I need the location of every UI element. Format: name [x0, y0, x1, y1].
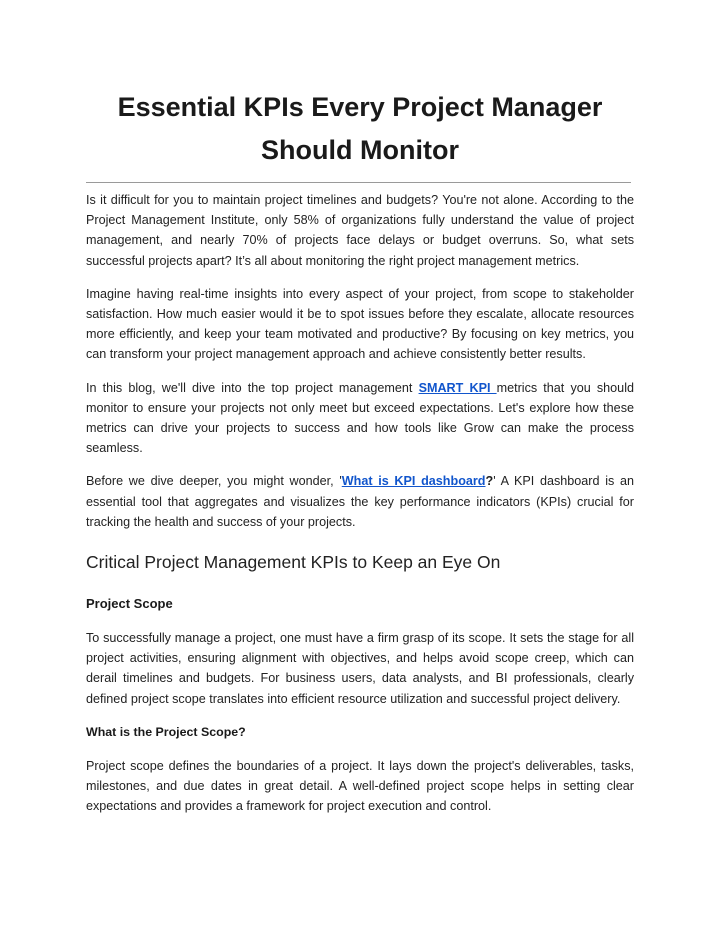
blog-overview-text-end: metrics that you should monitor to ensure your projects not only meet but exceed expectations. Let's explore how these metrics can drive your projects to success and how tools like Grow can make the process seamless.	[86, 380, 634, 456]
what-is-scope-heading: What is the Project Scope?	[86, 724, 246, 739]
scope-definition-paragraph: Project scope defines the boundaries of a project. It lays down the project's deliverables, tasks, milestones, and due dates in great detail. A well-defined project scope helps in setting clear expectations and provides a framework for project execution and control.	[86, 758, 634, 814]
project-scope-heading: Project Scope	[86, 596, 173, 612]
blog-overview-paragraph	[86, 378, 634, 459]
article-body	[86, 190, 634, 829]
question-mark: ?	[485, 474, 494, 489]
blog-overview-text-start: In this blog, we'll dive into the top project management	[86, 380, 419, 395]
title-line-1: Essential KPIs Every Project Manager	[117, 92, 603, 122]
kpi-dashboard-text-end: ' A KPI dashboard is an essential tool that aggregates and visualizes the key performance indicators (KPIs) crucial for tracking the health and success of your projects.	[86, 474, 634, 529]
intro-paragraph: Is it difficult for you to maintain project timelines and budgets? You're not alone. According to the Project Management Institute, only 58% of organizations fully understand the value of project management, and nearly 70% of projects face delays or budget overruns. So, what sets successful projects apart? It’s all about monitoring the right project management metrics.	[86, 193, 634, 268]
kpi-dashboard-link[interactable]: What is KPI dashboard	[341, 474, 486, 489]
title-line-2: Should Monitor	[261, 135, 459, 165]
section-heading: Critical Project Management KPIs to Keep an Eye On	[86, 552, 501, 573]
page-title	[60, 86, 660, 172]
insights-paragraph: Imagine having real-time insights into every aspect of your project, from scope to stakeholder satisfaction. How much easier would it be to spot issues before they escalate, allocate resources more efficiently, and keep your team motivated and productive? By focusing on key metrics, you can transform your project management approach and achieve consistently better results.	[86, 286, 634, 362]
kpi-dashboard-paragraph	[86, 471, 634, 532]
project-scope-paragraph: To successfully manage a project, one must have a firm grasp of its scope. It sets the stage for all project activities, ensuring alignment with objectives, and helps avoid scope creep, which can derail timelines and budgets. For business users, data analysts, and BI professionals, clearly defined project scope translates into efficient resource utilization and successful project delivery.	[86, 631, 634, 706]
title-divider	[86, 182, 631, 183]
smart-kpi-link[interactable]: SMART KPI	[418, 380, 497, 395]
kpi-dashboard-text-start: Before we dive deeper, you might wonder, '	[86, 474, 342, 489]
